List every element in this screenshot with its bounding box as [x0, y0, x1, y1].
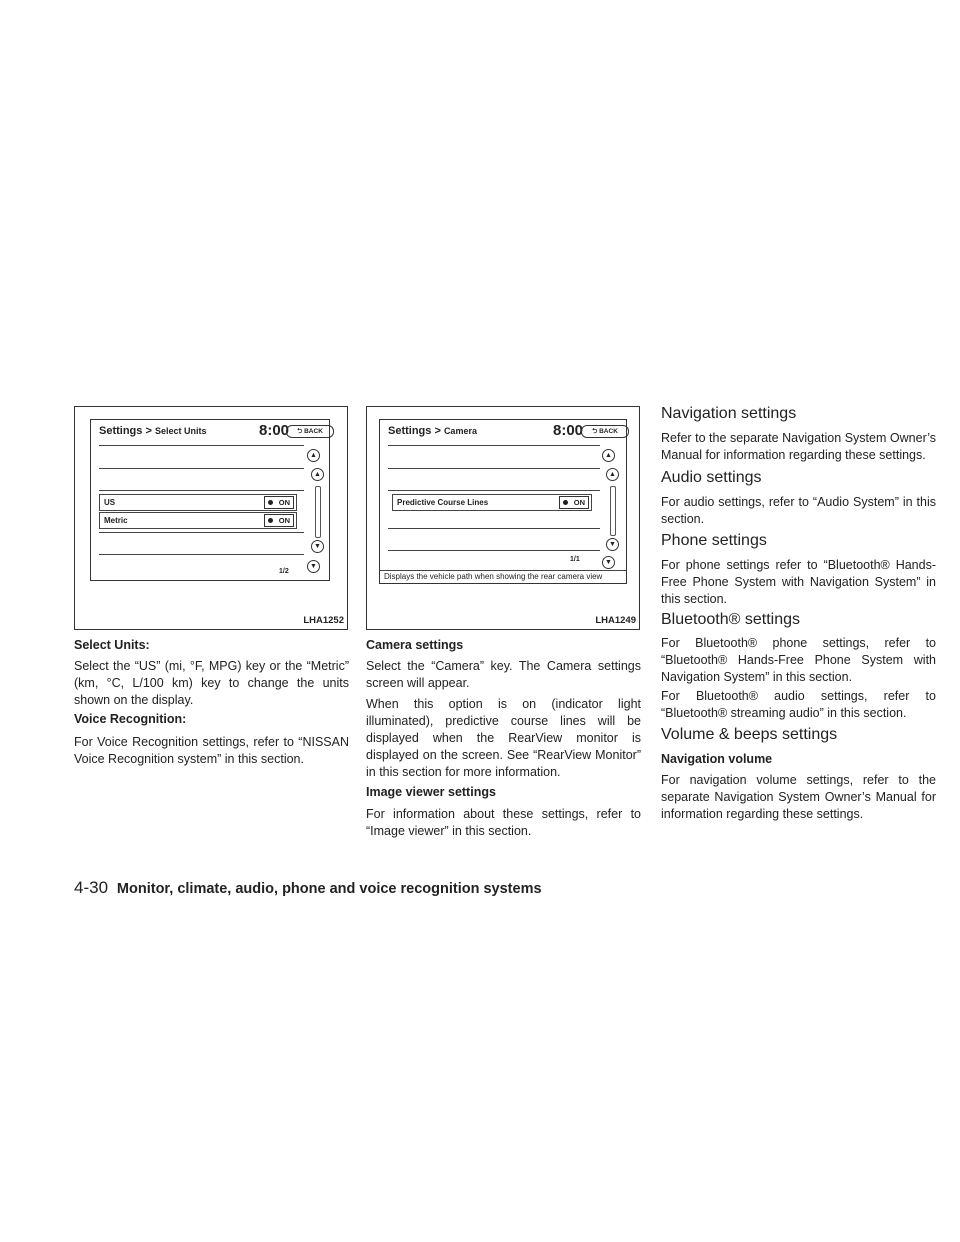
scrollbar[interactable] [315, 486, 321, 538]
paragraph-phone: For phone settings refer to “Bluetooth® Hands-Free Phone System with Navigation System” in this section. [661, 558, 936, 606]
screen-camera [379, 419, 627, 584]
heading-phone-settings: Phone settings [661, 532, 767, 549]
page-number: 4-30 [74, 878, 109, 897]
scroll-up-icon[interactable]: ▲ [311, 468, 324, 481]
status-bar: Displays the vehicle path when showing the rear camera view [380, 570, 626, 583]
page-indicator: 1/2 [279, 568, 289, 575]
screen-time: 8:00 [259, 422, 290, 439]
screen-time: 8:00 [553, 422, 584, 439]
on-indicator: ON [559, 496, 589, 509]
back-button[interactable]: ⮌ BACK [286, 425, 334, 438]
page-up-icon[interactable]: ▲ [602, 449, 615, 462]
on-indicator: ON [264, 514, 294, 527]
screen-title: Settings > Camera [388, 425, 477, 437]
heading-select-units: Select Units: [74, 638, 150, 652]
page-down-icon[interactable]: ▼ [307, 560, 320, 573]
paragraph-camera-2: When this option is on (indicator light illuminated), predictive course lines will be displayed when the RearView monitor is displayed on the screen. See “RearView Monitor” in this section for more information. [366, 697, 641, 779]
heading-navigation-settings: Navigation settings [661, 405, 797, 422]
figure-camera [366, 406, 640, 630]
row-predictive-course-lines[interactable]: Predictive Course Lines ON [392, 494, 592, 511]
heading-bluetooth-settings: Bluetooth® settings [661, 611, 800, 628]
on-indicator: ON [264, 496, 294, 509]
paragraph-navigation: Refer to the separate Navigation System Owner’s Manual for information regarding these settings. [661, 431, 936, 462]
chapter-title: Monitor, climate, audio, phone and voice recognition systems [116, 881, 542, 897]
scrollbar[interactable] [610, 486, 616, 536]
page-indicator: 1/1 [570, 556, 580, 563]
back-button[interactable]: ⮌ BACK [581, 425, 629, 438]
heading-audio-settings: Audio settings [661, 469, 762, 486]
paragraph-audio: For audio settings, refer to “Audio System” in this section. [661, 495, 936, 526]
paragraph-camera-1: Select the “Camera” key. The Camera settings screen will appear. [366, 659, 641, 690]
paragraph-navigation-volume: For navigation volume settings, refer to the separate Navigation System Owner’s Manual for information regarding these settings. [661, 773, 936, 821]
heading-navigation-volume: Navigation volume [661, 752, 773, 766]
scroll-up-icon[interactable]: ▲ [606, 468, 619, 481]
page-down-icon[interactable]: ▼ [602, 556, 615, 569]
screen-title: Settings > Select Units [99, 425, 207, 437]
row-us[interactable]: US ON [99, 494, 297, 511]
row-metric[interactable]: Metric ON [99, 512, 297, 529]
figure-code: LHA1249 [595, 615, 636, 626]
screen-select-units [90, 419, 330, 581]
page-footer [74, 878, 542, 898]
paragraph-bluetooth-audio: For Bluetooth® audio settings, refer to “Bluetooth® streaming audio” in this section. [661, 689, 936, 720]
figure-select-units [74, 406, 348, 630]
heading-volume-beeps: Volume & beeps settings [661, 726, 838, 743]
paragraph-bluetooth-phone: For Bluetooth® phone settings, refer to “Bluetooth® Hands-Free Phone System with Navigation System” in this section. [661, 636, 936, 684]
paragraph-image-viewer: For information about these settings, refer to “Image viewer” in this section. [366, 807, 641, 838]
scroll-down-icon[interactable]: ▼ [606, 538, 619, 551]
heading-camera-settings: Camera settings [366, 638, 464, 652]
paragraph-select-units: Select the “US” (mi, °F, MPG) key or the “Metric” (km, °C, L/100 km) key to change the units shown on the display. [74, 659, 349, 707]
scroll-down-icon[interactable]: ▼ [311, 540, 324, 553]
heading-voice-recognition: Voice Recognition: [74, 712, 187, 726]
figure-code: LHA1252 [303, 615, 344, 626]
page-up-icon[interactable]: ▲ [307, 449, 320, 462]
paragraph-voice-recognition: For Voice Recognition settings, refer to “NISSAN Voice Recognition system” in this section. [74, 735, 349, 766]
heading-image-viewer: Image viewer settings [366, 785, 496, 799]
